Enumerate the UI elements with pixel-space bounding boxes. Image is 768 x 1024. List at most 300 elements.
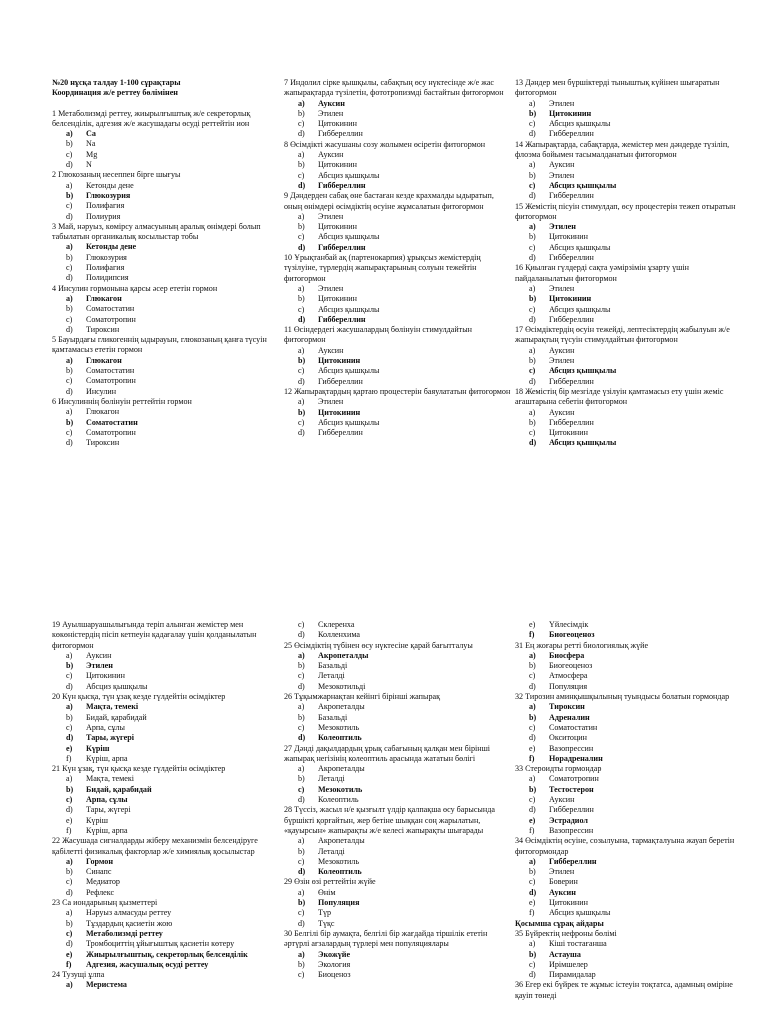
question-text: 19 Ауылшаруашылығында теріп алынған жемістер мен көкөністердің пісіп кетпеуін қадағалау үшін қолданылатын фитогормон bbox=[52, 620, 257, 650]
answer-option bbox=[515, 970, 743, 980]
answer-option bbox=[52, 325, 280, 335]
option-letter: c) bbox=[66, 149, 73, 159]
question-text: 7 Индолил сірке қышқылы, сабақтың өсу нүктесінде ж/е жас жапырақтарда түзілетін, фототропизмді бастайтын фитогормон bbox=[284, 78, 504, 98]
answer-option bbox=[284, 888, 512, 898]
option-letter: d) bbox=[66, 681, 73, 691]
option-letter: c) bbox=[529, 877, 536, 887]
answer-option bbox=[52, 908, 280, 918]
option-text: Леталді bbox=[318, 774, 345, 784]
option-letter: b) bbox=[66, 918, 73, 928]
option-letter: a) bbox=[66, 702, 73, 712]
answer-option bbox=[284, 160, 512, 170]
option-letter: d) bbox=[66, 211, 73, 221]
answer-option bbox=[284, 960, 512, 970]
answer-option bbox=[515, 418, 743, 428]
answer-option bbox=[52, 888, 280, 898]
option-text: Адгезия, жасушалық өсуді реттеу bbox=[86, 959, 209, 969]
option-text: Гиббереллин bbox=[549, 417, 594, 427]
answer-option bbox=[515, 733, 743, 743]
answer-option bbox=[284, 294, 512, 304]
question-text: 35 Бүйректің нефроны бөлімі bbox=[515, 928, 617, 938]
option-text: Меристема bbox=[86, 980, 127, 990]
answer-option bbox=[52, 428, 280, 438]
question-text: 1 Метаболизмді реттеу, жиырылғыштық ж/е секреторлық белсенділік, адгезия ж/е жасушадағы өсуді реттейтін ион bbox=[52, 108, 251, 128]
option-text: Абсциз қышқылы bbox=[549, 908, 611, 918]
option-letter: d) bbox=[529, 970, 536, 980]
option-text: Соматостатин bbox=[86, 417, 138, 427]
option-text: Соматотропин bbox=[86, 427, 136, 437]
question-text: 27 Дәнді дақылдардың ұрық сабағының қалқан мен бірінші жапырақ негізінің колеоптиль арасында жататын бөлігі bbox=[284, 743, 491, 763]
answer-option bbox=[52, 212, 280, 222]
option-text: Кіші тостағанша bbox=[549, 939, 607, 949]
option-letter: d) bbox=[298, 180, 306, 190]
answer-option bbox=[515, 867, 743, 877]
option-text: Күріш, арпа bbox=[86, 825, 128, 835]
answer-option-correct bbox=[284, 99, 512, 109]
option-letter: c) bbox=[66, 928, 73, 938]
option-letter: a) bbox=[298, 345, 305, 355]
option-letter: c) bbox=[529, 242, 536, 252]
question-block bbox=[52, 764, 280, 836]
answer-option bbox=[515, 315, 743, 325]
answer-option bbox=[284, 119, 512, 129]
column-1 bbox=[52, 78, 280, 448]
option-letter: b) bbox=[529, 712, 537, 722]
answer-option-correct bbox=[52, 294, 280, 304]
option-letter: c) bbox=[529, 722, 536, 732]
answer-option bbox=[284, 346, 512, 356]
answer-option-correct bbox=[515, 181, 743, 191]
option-text: Популяция bbox=[318, 898, 360, 908]
option-letter: b) bbox=[66, 139, 73, 149]
option-letter: a) bbox=[529, 702, 536, 712]
answer-option-correct bbox=[515, 222, 743, 232]
option-text: Цитокинин bbox=[549, 428, 588, 438]
option-letter: f) bbox=[66, 753, 72, 763]
question-text: 16 Қиылған гүлдерді сақта уәмірзімін ұзарту үшін пайдаланылатын фитогормон bbox=[515, 263, 689, 283]
option-text: Абсциз қышқылы bbox=[549, 304, 611, 314]
answer-option bbox=[52, 774, 280, 784]
answer-option bbox=[284, 671, 512, 681]
question-text: 26 Тұқымжарнақтан кейінгі бірінші жапырақ bbox=[284, 692, 441, 702]
question-text: 6 Инсулиннің бөлінуін реттейтін гормон bbox=[52, 396, 192, 406]
question-text: 14 Жапырақтарда, сабақтарда, жемістер мен дәндерде түзіліп, флоэма бойымен тасымалданатын фитогормон bbox=[515, 139, 730, 160]
option-text: Колеоптиль bbox=[318, 795, 359, 805]
answer-option bbox=[515, 232, 743, 242]
option-text: Гиббереллин bbox=[318, 242, 366, 252]
option-letter: c) bbox=[66, 376, 73, 386]
option-text: Үйлесімдік bbox=[549, 620, 589, 629]
option-letter: a) bbox=[529, 650, 536, 660]
option-letter: c) bbox=[529, 795, 536, 805]
option-letter: f) bbox=[66, 825, 72, 835]
option-text: Өнім bbox=[318, 887, 336, 897]
question-block bbox=[284, 325, 512, 387]
option-text: Глюкагон bbox=[86, 355, 122, 365]
question-block bbox=[284, 191, 512, 253]
answer-option bbox=[515, 129, 743, 139]
answer-option bbox=[515, 346, 743, 356]
option-letter: e) bbox=[529, 743, 536, 753]
option-letter: a) bbox=[298, 283, 305, 293]
question-block bbox=[515, 929, 743, 980]
option-text: Гиббереллин bbox=[549, 856, 597, 866]
option-text: Склеренха bbox=[318, 620, 355, 629]
option-letter: d) bbox=[529, 887, 537, 897]
answer-option-correct bbox=[515, 713, 743, 723]
option-text: Ауксин bbox=[318, 150, 344, 160]
answer-option bbox=[515, 356, 743, 366]
question-block bbox=[515, 980, 743, 1001]
column-5 bbox=[284, 620, 512, 980]
answer-option bbox=[284, 795, 512, 805]
option-letter: c) bbox=[529, 366, 536, 376]
option-text: Цитокинин bbox=[549, 898, 588, 908]
answer-option bbox=[515, 119, 743, 129]
question-block bbox=[515, 692, 743, 764]
question-text: 31 Ең жоғары ретті биологиялық жүйе bbox=[515, 640, 649, 650]
option-text: Полифагия bbox=[86, 201, 125, 211]
option-letter: d) bbox=[298, 681, 305, 691]
answer-option bbox=[52, 407, 280, 417]
option-text: Вазопрессин bbox=[549, 743, 594, 753]
question-text: 10 Ұрықтанбай ақ (партенокарпия) ұрықсыз жемістердің түзілуіне, түрлердің жапырақтарының солуын тежейтін фитогормон bbox=[284, 253, 481, 283]
option-text: Гиббереллин bbox=[549, 129, 594, 139]
question-block bbox=[515, 140, 743, 202]
option-text: Цитокинин bbox=[549, 294, 592, 304]
answer-option bbox=[284, 397, 512, 407]
answer-option-correct bbox=[515, 438, 743, 448]
question-text: 8 Өсімдікті жасушаны созу жолымен өсіретін фитогормон bbox=[284, 139, 486, 149]
answer-option bbox=[52, 651, 280, 661]
option-letter: a) bbox=[298, 887, 305, 897]
question-text: 30 Белгілі бір аумақта, белгілі бір жағдайда тіршілік ететін әртүрлі ағзалардың түрлері мен популяциялары bbox=[284, 928, 488, 949]
answer-option-correct bbox=[515, 950, 743, 960]
option-letter: b) bbox=[66, 712, 73, 722]
option-text: Абсциз қышқылы bbox=[318, 170, 380, 180]
option-text: Соматостатин bbox=[86, 304, 135, 314]
option-text: Күріш bbox=[86, 815, 108, 825]
question-block bbox=[284, 253, 512, 325]
option-letter: d) bbox=[529, 129, 536, 139]
answer-option bbox=[52, 253, 280, 263]
answer-option bbox=[515, 723, 743, 733]
answer-option bbox=[52, 150, 280, 160]
answer-option bbox=[52, 387, 280, 397]
option-letter: c) bbox=[298, 722, 305, 732]
option-text: Этилен bbox=[318, 397, 344, 407]
option-letter: d) bbox=[298, 129, 305, 139]
option-letter: a) bbox=[529, 939, 536, 949]
answer-option bbox=[284, 171, 512, 181]
option-text: Леталді bbox=[318, 671, 345, 681]
answer-option bbox=[284, 212, 512, 222]
answer-option bbox=[284, 150, 512, 160]
answer-option-correct bbox=[284, 315, 512, 325]
answer-option bbox=[284, 129, 512, 139]
answer-option bbox=[515, 682, 743, 692]
answer-option bbox=[52, 816, 280, 826]
option-text: Этилен bbox=[318, 108, 344, 118]
answer-option bbox=[515, 744, 743, 754]
question-block bbox=[515, 202, 743, 264]
option-text: Акропеталды bbox=[318, 764, 365, 774]
answer-option-correct bbox=[52, 418, 280, 428]
option-text: Жиырылғыштық, секреторлық белсенділік bbox=[86, 949, 248, 959]
option-text: Мезокотиль bbox=[318, 856, 360, 866]
answer-option-correct bbox=[52, 191, 280, 201]
question-text: 3 Май, нәруыз, көмірсу алмасуының аралық өнімдері болып табылатын органикалық косылыстар тобы bbox=[52, 221, 261, 242]
question-text: 18 Жемістің бір мезгілде үзілуін қамтамасыз ету үшін жеміс ағаштарына себетін фитогормон bbox=[515, 386, 724, 407]
option-text: Күріш, арпа bbox=[86, 753, 128, 763]
question-text: 20 Күн қысқа, түн ұзақ кезде гүлдейтін өсімдіктер bbox=[52, 692, 226, 702]
option-letter: b) bbox=[529, 108, 537, 118]
option-letter: e) bbox=[66, 815, 73, 825]
option-letter: a) bbox=[298, 836, 305, 846]
option-text: Гиббереллин bbox=[549, 253, 594, 263]
answer-option-correct bbox=[284, 785, 512, 795]
question-text: 13 Дәндер мен бүршіктерді тыныштық күйінен шығаратын фитогормон bbox=[515, 78, 720, 98]
option-letter: d) bbox=[66, 438, 73, 448]
question-text: 33 Стероидты гормондар bbox=[515, 764, 602, 774]
option-letter: d) bbox=[529, 253, 536, 263]
question-block bbox=[52, 284, 280, 335]
question-text: 12 Жапырақтардың қартаю процестерін баяулататын фитогормон bbox=[284, 386, 511, 396]
option-text: Атмосфера bbox=[549, 671, 588, 681]
question-text: 25 Өсімдіктің түбінен өсу нүктесіне қарай бағытталуы bbox=[284, 640, 473, 650]
option-letter: d) bbox=[529, 805, 536, 815]
answer-option bbox=[515, 939, 743, 949]
question-text: 4 Инсулин гормонына қарсы әсер ететін гормон bbox=[52, 283, 218, 293]
option-text: Арпа, сұлы bbox=[86, 795, 128, 805]
option-letter: a) bbox=[529, 160, 536, 170]
option-letter: b) bbox=[529, 784, 537, 794]
option-text: Норадреналин bbox=[549, 753, 603, 763]
question-text: 21 Күн ұзақ, түн қысқа кезде гүлдейтін өсімдіктер bbox=[52, 764, 226, 774]
answer-option-correct bbox=[515, 630, 743, 640]
option-letter: a) bbox=[298, 397, 305, 407]
answer-option bbox=[284, 377, 512, 387]
answer-option-correct bbox=[284, 898, 512, 908]
option-letter: d) bbox=[66, 386, 73, 396]
option-letter: d) bbox=[298, 242, 306, 252]
option-text: Соматотропин bbox=[86, 376, 136, 386]
option-letter: a) bbox=[298, 98, 305, 108]
option-letter: c) bbox=[298, 119, 305, 129]
question-text: 24 Тузущі ұлпа bbox=[52, 970, 105, 980]
answer-option bbox=[52, 754, 280, 764]
option-text: Цитокинин bbox=[318, 119, 357, 129]
answer-option-correct bbox=[52, 950, 280, 960]
answer-option-correct bbox=[52, 702, 280, 712]
question-block bbox=[52, 898, 280, 970]
option-letter: b) bbox=[298, 846, 305, 856]
option-text: Глюкагон bbox=[86, 293, 122, 303]
option-text: Тромбоциттің ұйығыштық қасиетін көтеру bbox=[86, 939, 235, 949]
question-block bbox=[52, 692, 280, 764]
option-letter: c) bbox=[298, 232, 305, 242]
option-text: Этилен bbox=[549, 356, 575, 366]
option-letter: b) bbox=[298, 356, 306, 366]
option-text: Астауша bbox=[549, 949, 581, 959]
answer-option bbox=[284, 428, 512, 438]
answer-option bbox=[284, 857, 512, 867]
answer-option bbox=[515, 377, 743, 387]
answer-option bbox=[515, 620, 743, 630]
question-text: 22 Жасушада сигналдарды жіберу механизмін белсендіруге қабілетті физикалық факторлар ж/е химиялық қосылыстар bbox=[52, 836, 258, 856]
section-title: Қосымша сұрақ айдары bbox=[515, 918, 604, 928]
answer-option bbox=[52, 671, 280, 681]
option-text: Колленхима bbox=[318, 630, 360, 640]
answer-option-correct bbox=[284, 651, 512, 661]
option-letter: a) bbox=[529, 222, 536, 232]
answer-option bbox=[515, 305, 743, 315]
option-letter: b) bbox=[298, 661, 305, 671]
option-text: Акропеталды bbox=[318, 650, 369, 660]
question-text: 17 Өсімдіктердің өсуін тежейді, лептесіктердің жабылуын ж/е жапырақтың түсуін стимулдайтын фитогормон bbox=[515, 325, 730, 345]
question-block bbox=[284, 877, 512, 928]
answer-option-correct bbox=[515, 109, 743, 119]
option-letter: a) bbox=[298, 949, 305, 959]
question-block bbox=[284, 140, 512, 191]
option-text: Экожүйе bbox=[318, 949, 351, 959]
option-text: Адреналин bbox=[549, 712, 590, 722]
question-text: 32 Тирозин аминқышқылының туындысы болатын гормондар bbox=[515, 692, 730, 702]
question-block bbox=[52, 335, 280, 397]
answer-option-correct bbox=[284, 408, 512, 418]
option-letter: b) bbox=[529, 170, 536, 180]
question-block bbox=[52, 170, 280, 221]
option-letter: d) bbox=[66, 324, 73, 334]
answer-option bbox=[52, 201, 280, 211]
option-text: Колеоптиль bbox=[318, 733, 362, 743]
question-block bbox=[515, 325, 743, 387]
option-text: Мезокотиль bbox=[318, 722, 360, 732]
option-text: Соматостатин bbox=[86, 366, 135, 376]
option-text: Колеоптиль bbox=[318, 867, 362, 877]
answer-option bbox=[52, 805, 280, 815]
answer-option bbox=[284, 366, 512, 376]
option-letter: c) bbox=[298, 366, 305, 376]
option-letter: d) bbox=[66, 805, 73, 815]
option-letter: a) bbox=[529, 407, 536, 417]
option-letter: b) bbox=[298, 898, 306, 908]
answer-option bbox=[52, 877, 280, 887]
option-letter: b) bbox=[66, 784, 74, 794]
answer-option-correct bbox=[52, 929, 280, 939]
option-letter: a) bbox=[298, 702, 305, 712]
answer-option bbox=[515, 243, 743, 253]
option-letter: a) bbox=[529, 283, 536, 293]
question-block bbox=[52, 397, 280, 448]
option-letter: f) bbox=[529, 908, 535, 918]
answer-option bbox=[52, 723, 280, 733]
option-text: Ауксин bbox=[549, 160, 575, 170]
answer-option-correct bbox=[52, 733, 280, 743]
option-text: Цитокинин bbox=[549, 108, 592, 118]
answer-option bbox=[284, 109, 512, 119]
question-block bbox=[515, 764, 743, 836]
answer-option-correct bbox=[284, 356, 512, 366]
answer-option-correct bbox=[52, 356, 280, 366]
answer-option bbox=[52, 919, 280, 929]
answer-option bbox=[52, 826, 280, 836]
option-letter: b) bbox=[529, 867, 536, 877]
answer-option bbox=[284, 970, 512, 980]
option-text: Ауксин bbox=[549, 887, 576, 897]
option-text: Полифагия bbox=[86, 263, 125, 273]
option-letter: f) bbox=[529, 630, 535, 640]
answer-option bbox=[515, 284, 743, 294]
option-letter: c) bbox=[529, 119, 536, 129]
option-letter: c) bbox=[66, 795, 73, 805]
column-3 bbox=[515, 78, 743, 449]
option-text: Соматотропин bbox=[86, 314, 136, 324]
option-text: Медиатор bbox=[86, 877, 120, 887]
answer-option-correct bbox=[515, 888, 743, 898]
question-block bbox=[284, 744, 512, 806]
option-text: Базальді bbox=[318, 661, 348, 671]
question-text: 11 Өсіндердегі жасушалардың бөлінуін стимулдайтын фитогормон bbox=[284, 325, 472, 345]
option-letter: c) bbox=[66, 671, 73, 681]
question-block bbox=[284, 929, 512, 980]
option-letter: b) bbox=[529, 661, 536, 671]
option-text: Тироксин bbox=[86, 324, 120, 334]
question-text: 36 Егер екі бүйрек те жұмыс істеуін тоқтатса, адамның өміріне қауіп төнеді bbox=[515, 980, 733, 1000]
option-text: Кетонды дене bbox=[86, 180, 134, 190]
option-text: Этилен bbox=[318, 211, 344, 221]
option-text: Абсциз қышқылы bbox=[549, 119, 611, 129]
option-text: Түр bbox=[318, 908, 332, 918]
option-text: Этилен bbox=[549, 170, 575, 180]
option-text: Абсциз қышқылы bbox=[549, 242, 611, 252]
option-text: Абсциз қышқылы bbox=[86, 681, 148, 691]
option-text: Mg bbox=[86, 149, 98, 159]
answer-option-correct bbox=[515, 651, 743, 661]
option-letter: c) bbox=[529, 180, 536, 190]
option-text: Метаболизмді реттеу bbox=[86, 928, 163, 938]
answer-option bbox=[52, 939, 280, 949]
option-text: Күріш bbox=[86, 743, 110, 753]
answer-option bbox=[284, 919, 512, 929]
question-block bbox=[284, 641, 512, 692]
option-letter: b) bbox=[298, 108, 305, 118]
option-text: Пирамидалар bbox=[549, 970, 596, 980]
option-text: Ауксин bbox=[549, 795, 575, 805]
option-text: Соматостатин bbox=[549, 722, 598, 732]
option-text: Гиббереллин bbox=[549, 191, 594, 201]
option-text: Тестостерон bbox=[549, 784, 594, 794]
option-letter: b) bbox=[529, 356, 536, 366]
answer-option bbox=[284, 630, 512, 640]
question-block bbox=[515, 620, 743, 641]
question-block bbox=[284, 78, 512, 140]
option-text: Гиббереллин bbox=[549, 805, 594, 815]
option-text: Полиурия bbox=[86, 211, 121, 221]
option-letter: f) bbox=[529, 825, 535, 835]
option-text: Экология bbox=[318, 959, 351, 969]
option-letter: c) bbox=[529, 304, 536, 314]
option-text: Этилен bbox=[549, 222, 576, 232]
question-block bbox=[52, 970, 280, 991]
document-title: №20 нұсқа талдау 1-100 сұрақтары bbox=[52, 78, 181, 87]
option-text: Эстрадиол bbox=[549, 815, 588, 825]
option-text: Вазопрессин bbox=[549, 825, 594, 835]
option-letter: a) bbox=[66, 856, 73, 866]
option-text: Цитокинин bbox=[318, 294, 357, 304]
option-text: Гиббереллин bbox=[318, 180, 366, 190]
option-letter: e) bbox=[66, 743, 73, 753]
